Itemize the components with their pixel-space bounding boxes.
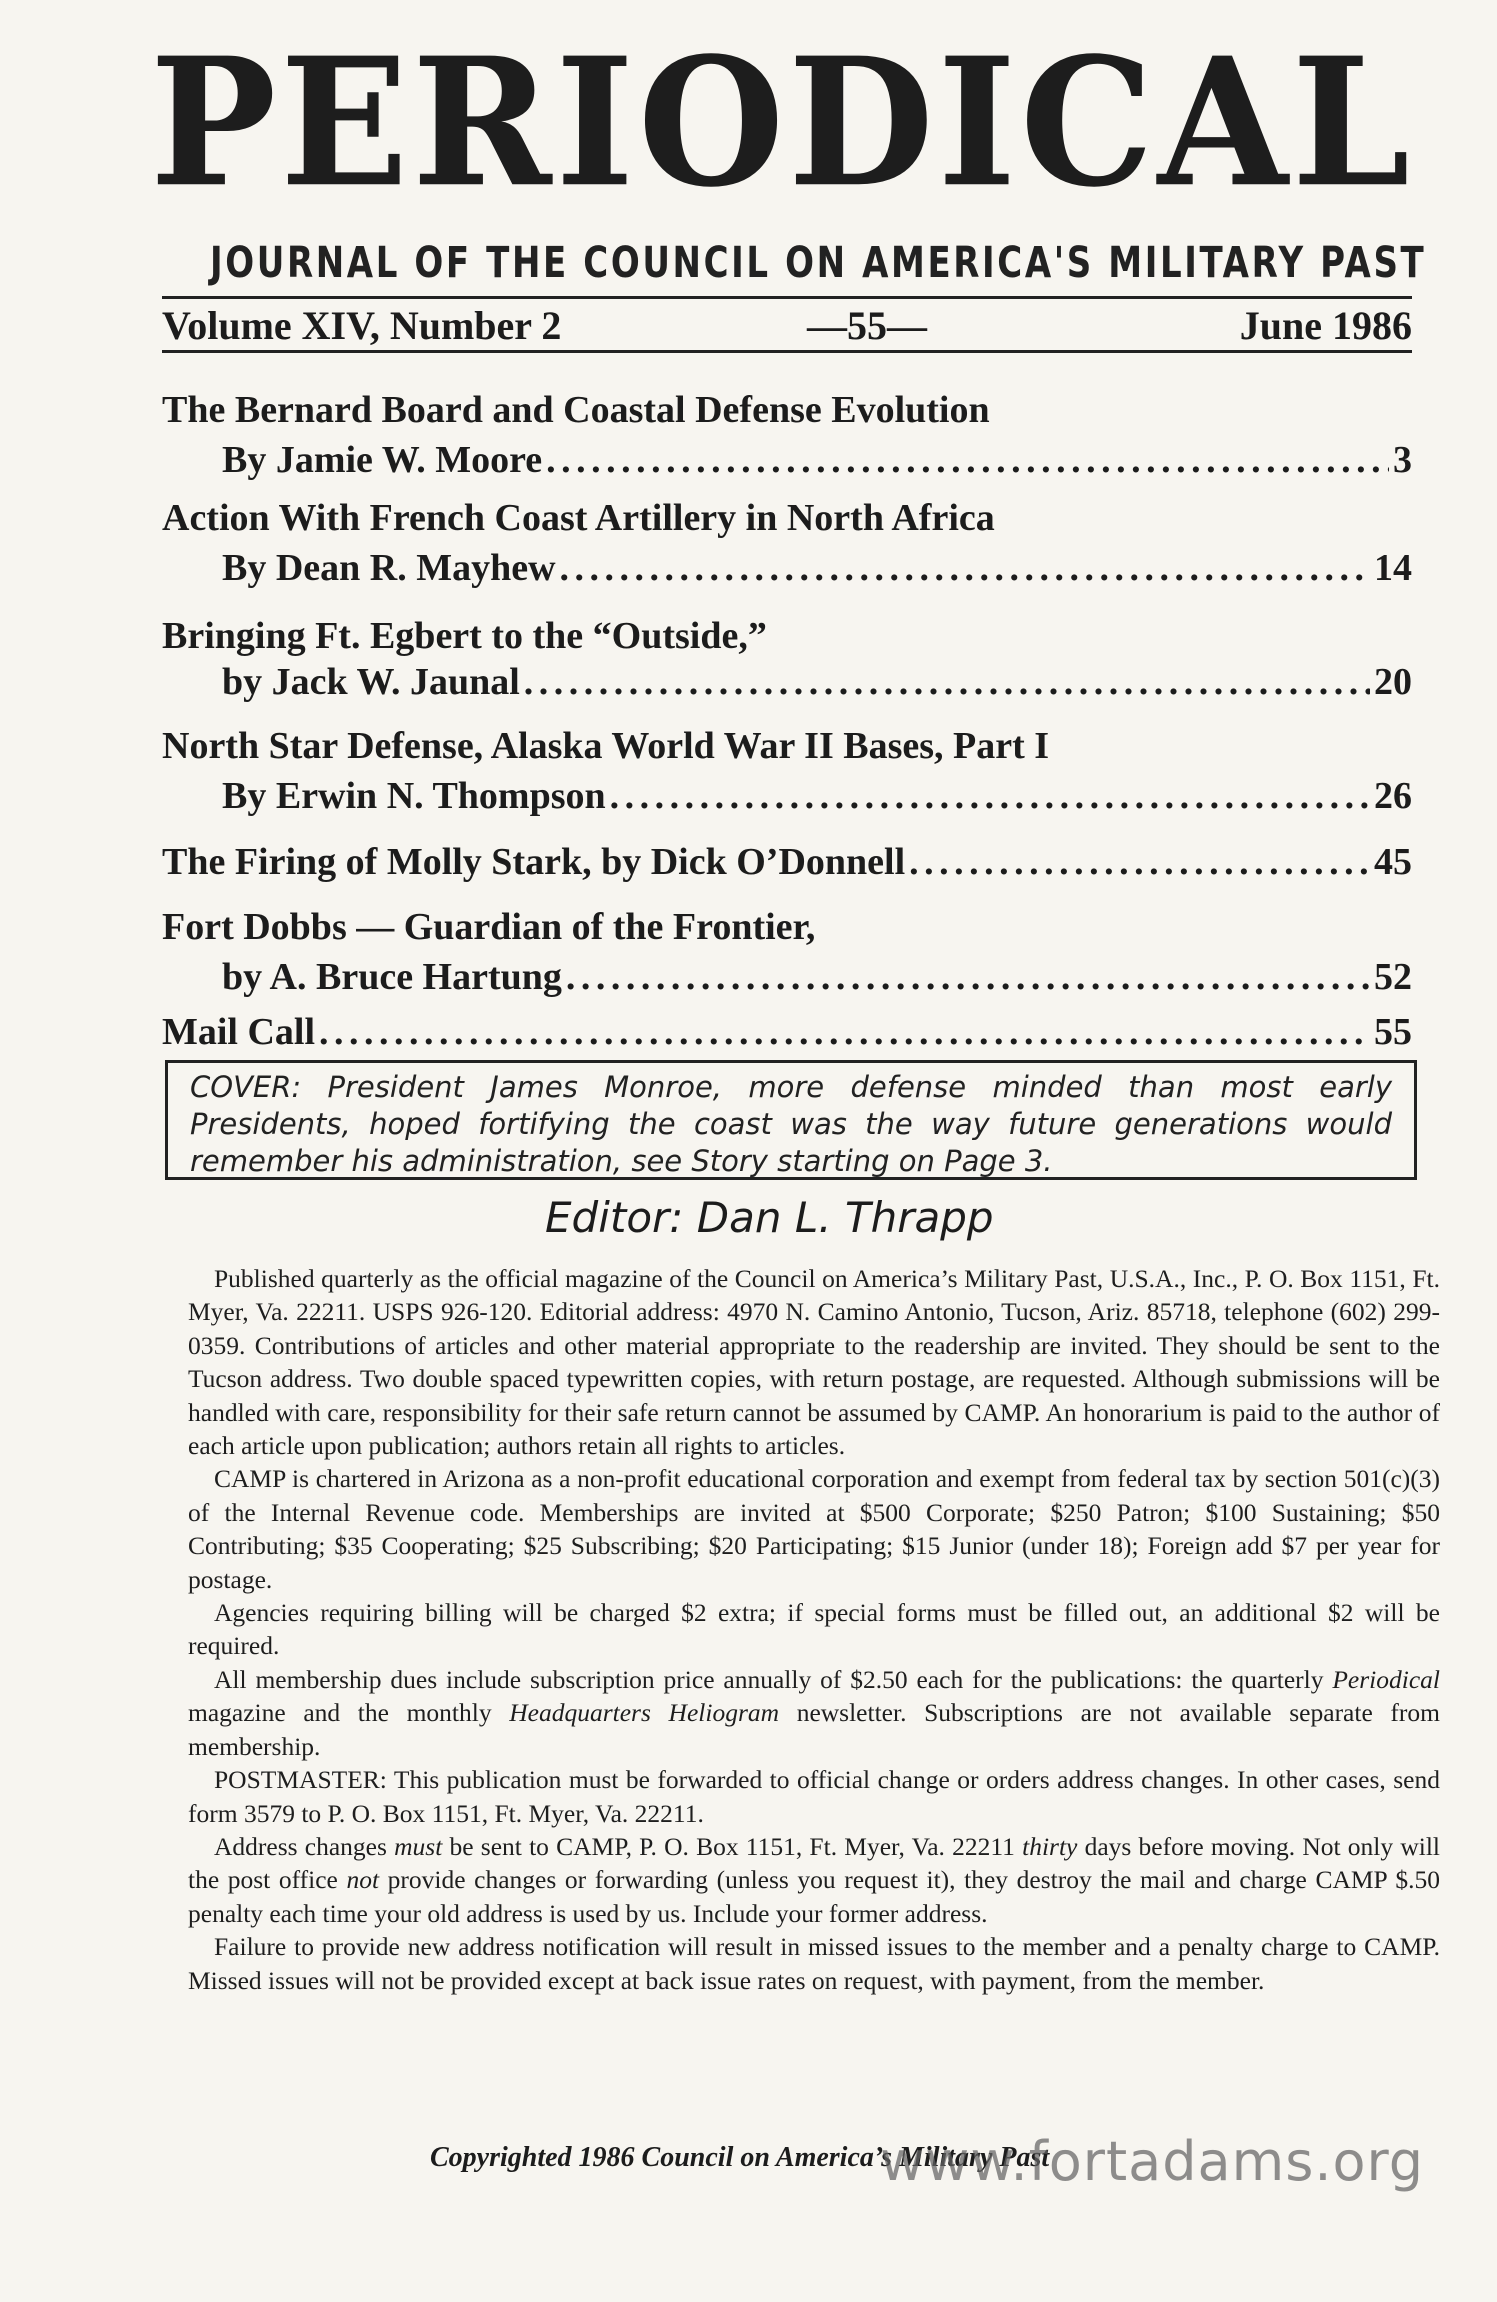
watermark-text: www.fortadams.org — [880, 2130, 1425, 2193]
copyright-line: Copyrighted 1986 Council on America’s Military Past — [430, 2142, 1050, 2173]
paragraph: CAMP is chartered in Arizona as a non-profit educational corporation and exempt from federal tax by section 501(c)(3) of the Internal Revenue code. Memberships are invited at $500 Corporate; $250 Patron; $100 Sustaining; $50 Contributing; $35 Cooperating; $25 Subscribing; $20 Participating; $15 Junior (under 18); Foreign add $7 per year for postage. — [188, 1464, 1440, 1594]
toc-byline: By Jamie W. Moore — [222, 439, 543, 481]
toc-leader — [566, 952, 1370, 1002]
toc-page: 3 — [1393, 439, 1412, 481]
toc-leader — [909, 837, 1370, 887]
issue-volume: Volume XIV, Number 2 — [162, 303, 562, 348]
journal-subtitle: JOURNAL OF THE COUNCIL ON AMERICA'S MILITARY PAST — [210, 238, 1427, 288]
paragraph: All membership dues include subscription price annually of $2.50 each for the publications: the quarterly Periodical magazine and the monthly Headquarters Heliogram newsletter. Subscriptions are not available separate from membership. — [188, 1664, 1440, 1761]
toc-leader — [610, 771, 1370, 821]
toc-title[interactable]: The Firing of Molly Stark, by Dick O’Donnell — [162, 841, 906, 883]
masthead-letter: P — [150, 18, 277, 227]
toc-leader — [319, 1007, 1370, 1057]
toc-leader — [546, 435, 1389, 485]
masthead-letter: A — [1157, 18, 1288, 227]
toc-page: 45 — [1374, 841, 1412, 883]
toc-page: 14 — [1374, 547, 1412, 589]
issue-date: June 1986 — [1239, 303, 1412, 348]
toc-title[interactable]: The Bernard Board and Coastal Defense Evolution — [162, 389, 990, 431]
toc-leader — [560, 543, 1370, 593]
toc-page: 20 — [1374, 661, 1412, 703]
issue-line — [162, 300, 1412, 352]
masthead-letter: E — [280, 18, 409, 227]
paragraph: Published quarterly as the official magazine of the Council on America’s Military Past, U.S.A., Inc., P. O. Box 1151, Ft. Myer, Va. 22211. USPS 926-120. Editorial address: 4970 N. Camino Antonio, Tucson, Ariz. 85718, telephone (602) 299-0359. Contributions of articles and other material appropriate to the readership are invited. They should be sent to the Tucson address. Two double spaced typewritten copies, with return postage, are requested. Although submissions will be handled with care, responsibility for their safe return cannot be assumed by CAMP. An honorarium is paid to the author of each article upon publication; authors retain all rights to articles. — [188, 1264, 1440, 1461]
toc-page: 52 — [1374, 956, 1412, 998]
masthead-title — [150, 12, 1410, 232]
toc-title[interactable]: Mail Call — [162, 1011, 316, 1053]
paragraph: Failure to provide new address notification will result in missed issues to the member and a penalty charge to CAMP. Missed issues will not be provided except at back issue rates on request, with payment, from the member. — [188, 1932, 1440, 1995]
editor-credit: Editor: Dan L. Thrapp — [545, 1193, 994, 1242]
masthead-letter: O — [637, 18, 785, 227]
masthead-letter: I — [937, 18, 1017, 227]
divider-top — [162, 296, 1412, 299]
toc-title[interactable]: Bringing Ft. Egbert to the “Outside,” — [162, 615, 767, 657]
toc-leader — [524, 657, 1370, 707]
toc-title[interactable]: Action With French Coast Artillery in North Africa — [162, 497, 995, 539]
toc-page: 26 — [1374, 775, 1412, 817]
toc-byline: by A. Bruce Hartung — [222, 956, 562, 998]
masthead-letter: I — [555, 18, 635, 227]
toc-byline: By Erwin N. Thompson — [222, 775, 606, 817]
paragraph: POSTMASTER: This publication must be forwarded to official change or orders address changes. In other cases, send form 3579 to P. O. Box 1151, Ft. Myer, Va. 22211. — [188, 1765, 1440, 1828]
paragraph: Agencies requiring billing will be charged $2 extra; if special forms must be filled out, an additional $2 will be required. — [188, 1598, 1440, 1661]
paragraph: Address changes must be sent to CAMP, P. O. Box 1151, Ft. Myer, Va. 22211 thirty days before moving. Not only will the post office not provide changes or forwarding (unless you request it), they destroy the mail and charge CAMP $.50 penalty each time your old address is used by us. Include your former address. — [188, 1831, 1441, 1928]
cover-note-box: COVER: President James Monroe, more defense minded than most early Presidents, hoped fortifying the coast was the way future generations would remember his administration, see Story starting on Page 3. — [165, 1060, 1417, 1180]
masthead-letter: C — [1020, 18, 1154, 227]
divider-bottom — [162, 350, 1412, 353]
toc-byline: By Dean R. Mayhew — [222, 547, 556, 589]
toc-page: 55 — [1374, 1011, 1412, 1053]
issue-page-number: —55— — [807, 303, 927, 348]
publication-info — [188, 1262, 1440, 1997]
toc-title[interactable]: Fort Dobbs — Guardian of the Frontier, — [162, 906, 816, 948]
toc-byline: by Jack W. Jaunal — [222, 661, 520, 703]
masthead-letter: D — [788, 18, 934, 227]
masthead-letter: R — [412, 18, 552, 227]
toc-title[interactable]: North Star Defense, Alaska World War II Bases, Part I — [162, 725, 1050, 767]
masthead-letter: L — [1291, 18, 1410, 227]
